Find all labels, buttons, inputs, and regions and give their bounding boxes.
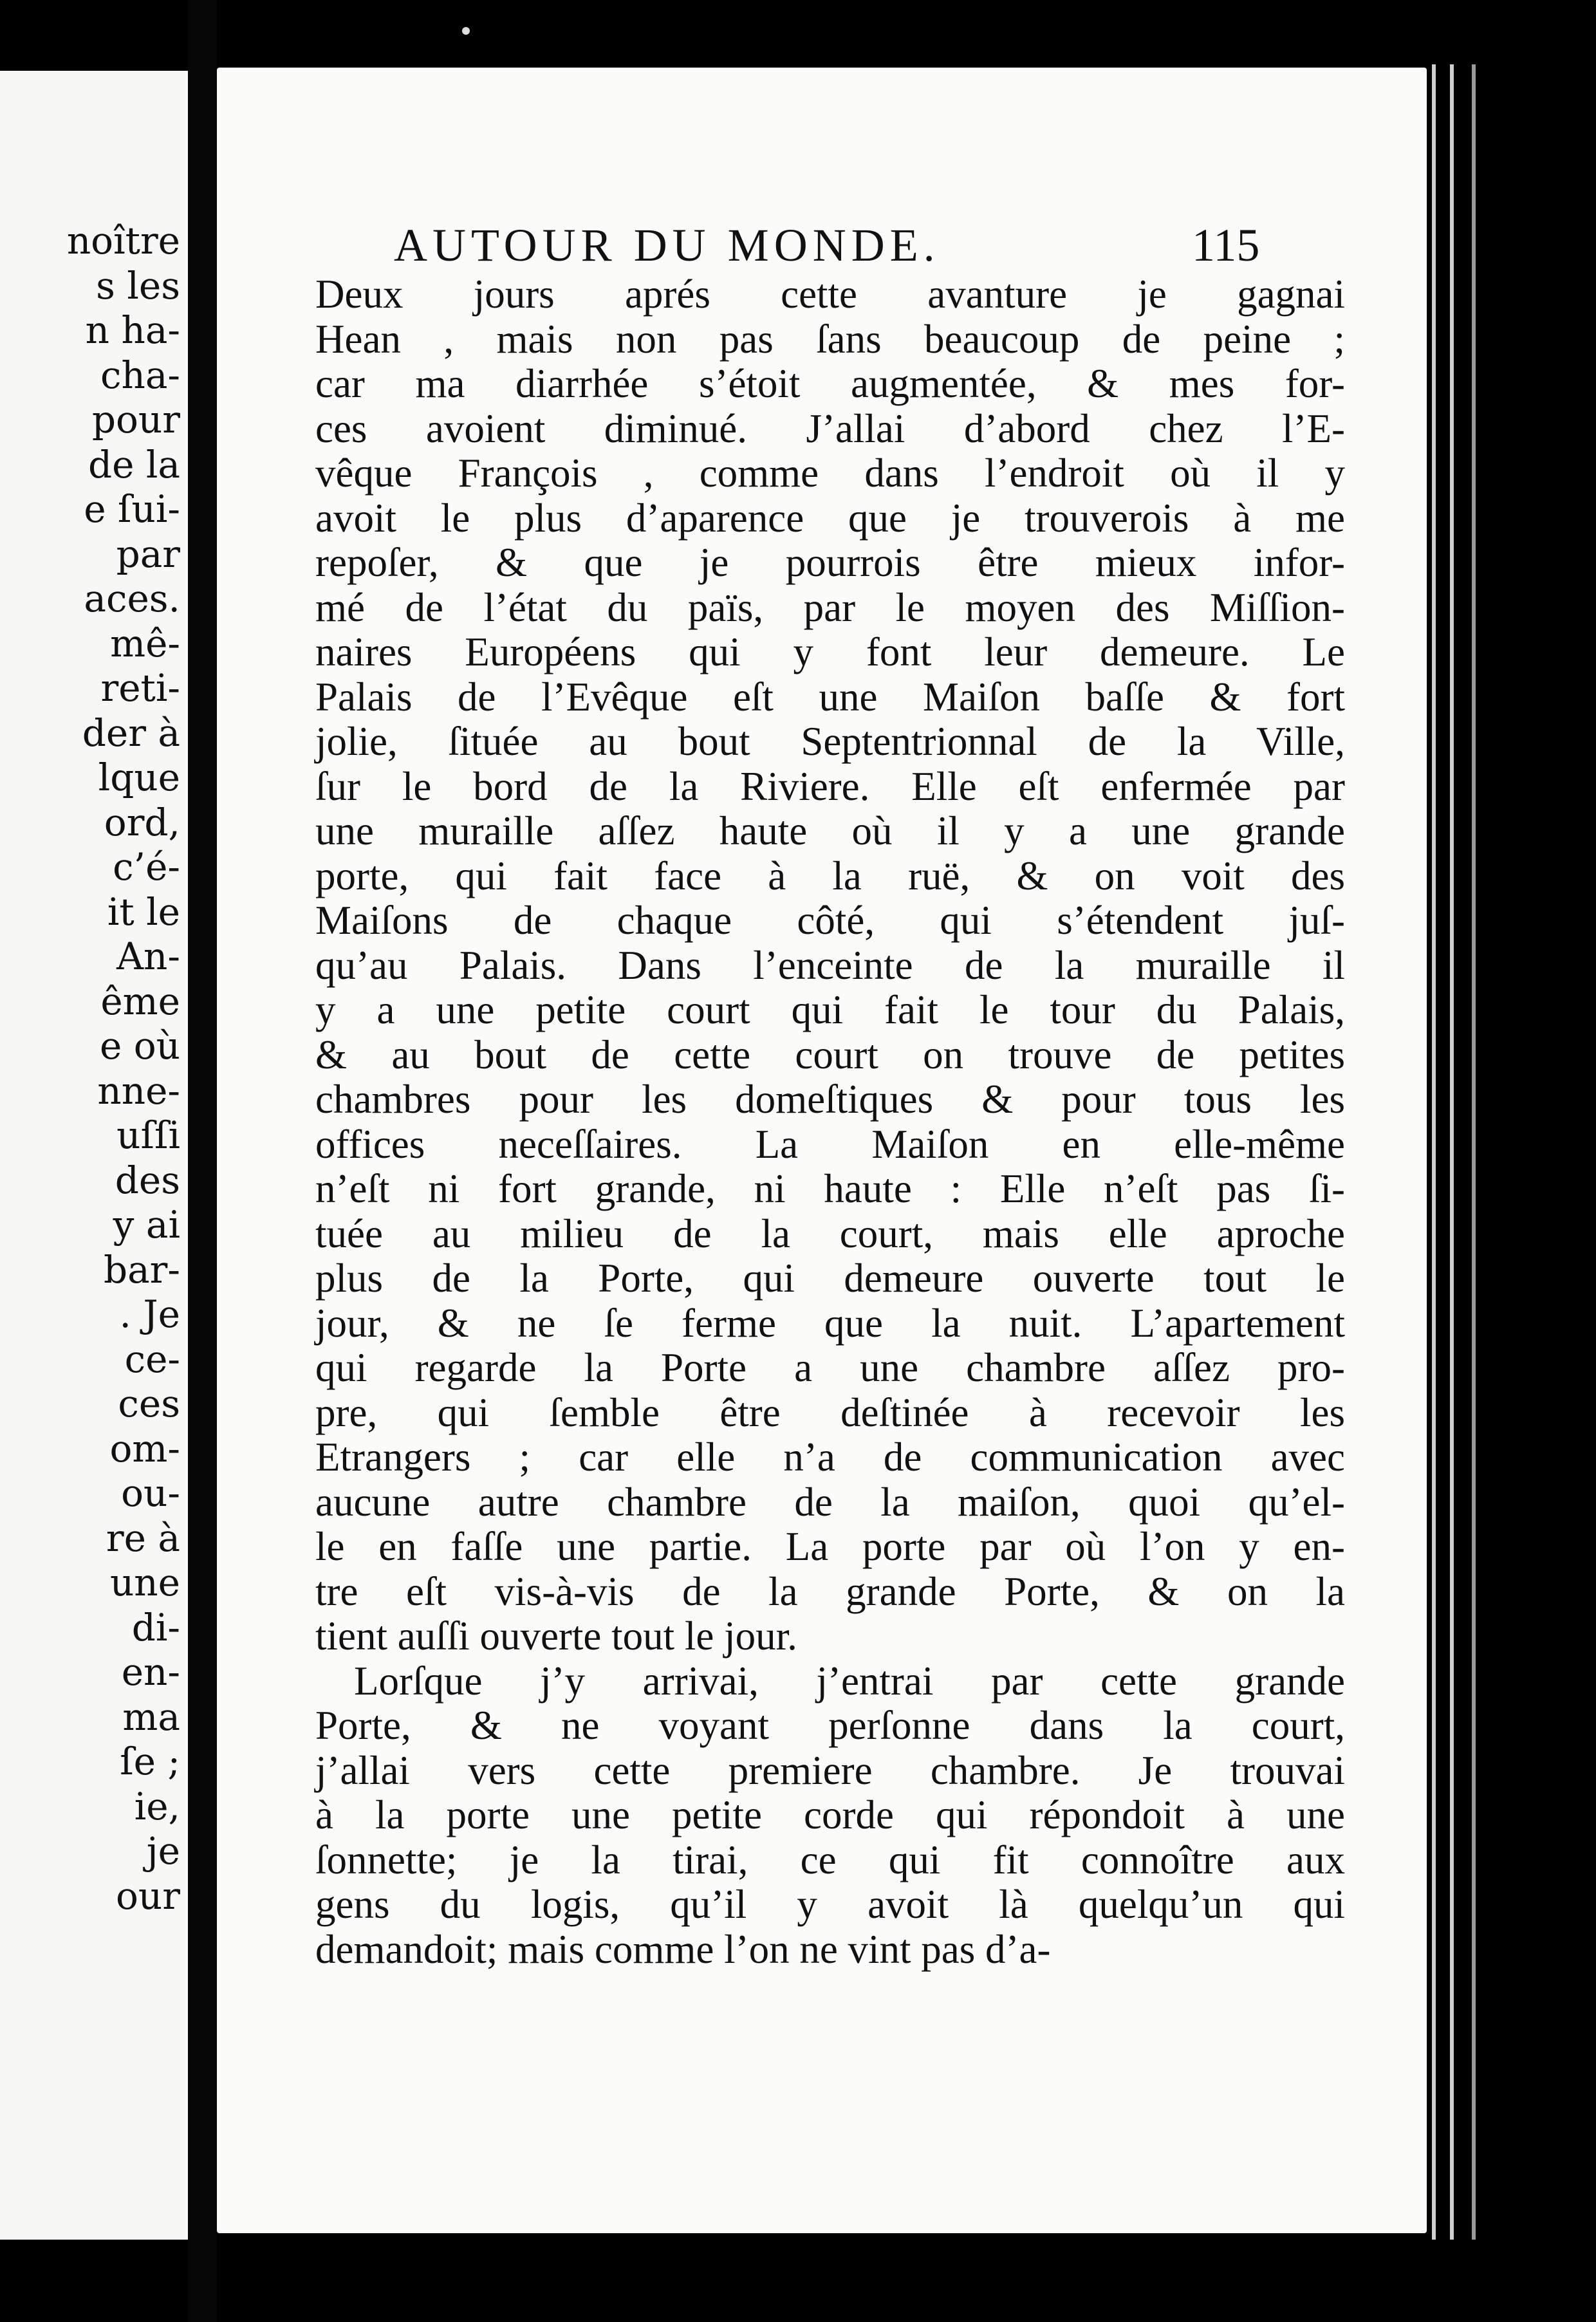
left-page-fragment: pour <box>91 398 180 441</box>
left-page-fragment: di- <box>131 1605 180 1649</box>
running-title: AUTOUR DU MONDE. <box>394 219 940 271</box>
left-page-fragment: ma <box>122 1695 180 1739</box>
text-line: ſur le bord de la Riviere. Elle eſt enfermée par <box>315 763 1345 809</box>
body-text <box>315 272 1345 1972</box>
left-page-fragment: our <box>116 1873 180 1918</box>
page-header <box>217 219 1427 277</box>
text-line: pre, qui ſemble être deſtinée à recevoir les <box>315 1389 1345 1435</box>
left-facing-page <box>0 71 192 2240</box>
text-line: le en faſſe une partie. La porte par où l’on y en- <box>315 1524 1345 1569</box>
text-line: qu’au Palais. Dans l’enceinte de la muraille il <box>315 942 1345 988</box>
left-page-fragment: om- <box>109 1426 180 1471</box>
left-page-text-fragments <box>67 219 180 1918</box>
scan-speck <box>462 27 470 35</box>
left-page-fragment: en- <box>121 1650 180 1694</box>
left-page-fragment: reti- <box>100 666 180 710</box>
left-page-fragment: bar- <box>103 1247 180 1292</box>
text-line: plus de la Porte, qui demeure ouverte tout le <box>315 1256 1345 1301</box>
text-line: ces avoient diminué. J’allai d’abord chez l’E- <box>315 405 1345 451</box>
text-line: Deux jours aprés cette avanture je gagnai <box>315 272 1345 317</box>
text-line: Maiſons de chaque côté, qui s’étendent juſ- <box>315 898 1345 943</box>
left-page-fragment: c’é- <box>113 845 180 889</box>
text-line: mé de l’état du païs, par le moyen des Miſſion- <box>315 584 1345 630</box>
left-page-fragment: ces <box>118 1382 180 1426</box>
text-line: porte, qui fait face à la ruë, & on voit des <box>315 853 1345 898</box>
left-page-fragment: s les <box>96 263 180 308</box>
text-line: demandoit; mais comme l’on ne vint pas d’a- <box>315 1926 1051 1972</box>
left-page-fragment: . Je <box>119 1292 180 1336</box>
text-line: aucune autre chambre de la maiſon, quoi qu’el- <box>315 1479 1345 1525</box>
left-page-fragment: it le <box>107 889 180 934</box>
left-page-fragment: der à <box>82 711 180 755</box>
text-line: n’eſt ni fort grande, ni haute : Elle n’eſt pas ſi- <box>315 1166 1345 1211</box>
left-page-fragment: nne- <box>97 1068 180 1113</box>
text-line: une muraille aſſez haute où il y a une grande <box>315 808 1345 853</box>
left-page-fragment: de la <box>88 442 180 487</box>
text-line: jolie, ſituée au bout Septentrionnal de la Ville, <box>315 719 1345 764</box>
text-line: y a une petite court qui fait le tour du Palais, <box>315 987 1345 1032</box>
text-line: Palais de l’Evêque eſt une Maiſon baſſe & fort <box>315 674 1345 720</box>
left-page-fragment: des <box>115 1158 180 1202</box>
text-line: Porte, & ne voyant perſonne dans la court, <box>315 1703 1345 1748</box>
left-page-fragment: e où <box>99 1024 180 1068</box>
text-line: avoit le plus d’aparence que je trouverois à me <box>315 495 1345 541</box>
left-page-fragment: ême <box>100 979 180 1023</box>
text-line: chambres pour les domeſtiques & pour tous les <box>315 1077 1345 1122</box>
left-page-fragment: ord, <box>104 800 180 844</box>
text-line: jour, & ne ſe ferme que la nuit. L’apartement <box>315 1300 1345 1346</box>
text-line: Hean , mais non pas ſans beaucoup de peine ; <box>315 316 1345 362</box>
left-page-fragment: ce- <box>124 1337 180 1381</box>
page-edges <box>1427 64 1510 2240</box>
text-line: & au bout de cette court on trouve de petites <box>315 1032 1345 1077</box>
text-line: gens du logis, qu’il y avoit là quelqu’un qui <box>315 1882 1345 1927</box>
text-line: Lorſque j’y arrivai, j’entrai par cette grande <box>354 1658 1345 1704</box>
left-page-fragment: mê- <box>110 621 180 665</box>
left-page-fragment: ou- <box>121 1471 180 1515</box>
text-line: offices neceſſaires. La Maiſon en elle-même <box>315 1121 1345 1167</box>
left-page-fragment: re à <box>106 1516 180 1560</box>
text-line: car ma diarrhée s’étoit augmentée, & mes for- <box>315 361 1345 406</box>
left-page-fragment: An- <box>116 934 180 978</box>
left-page-fragment: une <box>109 1561 180 1604</box>
text-line: ſonnette; je la tirai, ce qui fit connoître aux <box>315 1837 1345 1882</box>
left-page-fragment: noître <box>66 219 180 263</box>
text-line: qui regarde la Porte a une chambre aſſez pro- <box>315 1345 1345 1390</box>
left-page-fragment: y ai <box>113 1203 180 1247</box>
left-page-fragment: aces. <box>84 577 180 620</box>
text-line: vêque François , comme dans l’endroit où il y <box>315 450 1345 496</box>
left-page-fragment: e ſui- <box>84 487 180 531</box>
text-line: j’allai vers cette premiere chambre. Je trouvai <box>315 1747 1345 1793</box>
left-page-fragment: uſſi <box>116 1113 180 1157</box>
left-page-fragment: n ha- <box>85 308 180 352</box>
text-line: naires Européens qui y font leur demeure. Le <box>315 629 1345 674</box>
left-page-fragment: lque <box>98 756 180 799</box>
left-page-fragment: ie, <box>134 1784 180 1828</box>
text-line: tuée au milieu de la court, mais elle aproche <box>315 1211 1345 1256</box>
left-page-fragment: cha- <box>100 353 180 397</box>
text-line: tient auſſi ouverte tout le jour. <box>315 1613 797 1658</box>
main-page <box>217 68 1427 2233</box>
left-page-fragment: ſe ; <box>120 1740 180 1783</box>
page-number: 115 <box>1192 219 1260 271</box>
book-gutter <box>188 0 217 2322</box>
text-line: repoſer, & que je pourrois être mieux infor- <box>315 540 1345 585</box>
text-line: tre eſt vis-à-vis de la grande Porte, & on la <box>315 1568 1345 1614</box>
text-line: à la porte une petite corde qui répondoit à une <box>315 1792 1345 1837</box>
text-line: Etrangers ; car elle n’a de communication avec <box>315 1435 1345 1480</box>
left-page-fragment: par <box>116 532 180 576</box>
left-page-fragment: je <box>146 1829 180 1873</box>
